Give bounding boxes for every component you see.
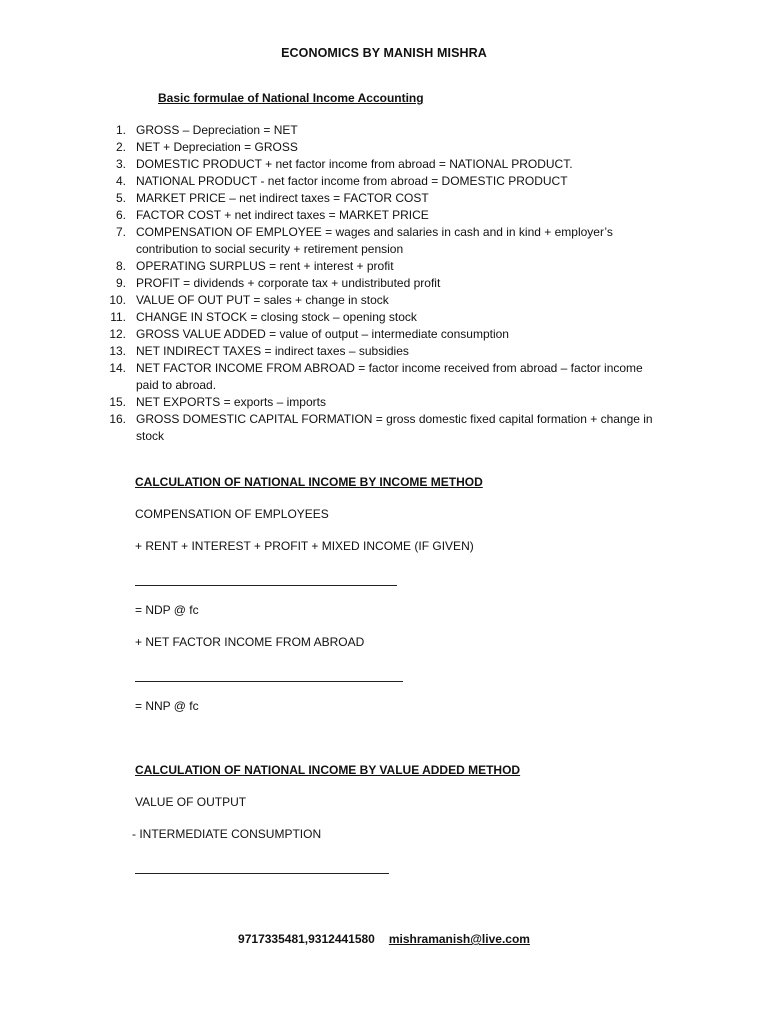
list-item-number: 8.	[115, 259, 126, 273]
list-item-text: GROSS DOMESTIC CAPITAL FORMATION = gross domestic fixed capital formation + change in stock	[136, 412, 653, 443]
footer-email-link[interactable]: mishramanish@live.com	[388, 932, 530, 946]
list-item-number: 7.	[115, 225, 126, 239]
income-method-line: = NNP @ fc	[135, 699, 199, 713]
list-item-number: 10.	[109, 293, 126, 307]
document-title: ECONOMICS BY MANISH MISHRA	[281, 46, 487, 60]
income-method-line: = NDP @ fc	[135, 603, 199, 617]
divider	[135, 681, 403, 682]
list-item-text: MARKET PRICE – net indirect taxes = FACTOR COST	[136, 191, 429, 205]
list-item	[104, 309, 664, 326]
list-item	[104, 258, 664, 275]
income-method-line: COMPENSATION OF EMPLOYEES	[135, 507, 329, 521]
list-item-text: VALUE OF OUT PUT = sales + change in stock	[136, 293, 389, 307]
list-item-text: NET EXPORTS = exports – imports	[136, 395, 326, 409]
list-item-text: CHANGE IN STOCK = closing stock – opening stock	[136, 310, 417, 324]
footer-contact	[0, 932, 768, 946]
list-item	[104, 343, 664, 360]
value-added-line: VALUE OF OUTPUT	[135, 795, 247, 809]
footer-phones: 9717335481,9312441580	[238, 932, 375, 946]
list-item	[104, 156, 664, 173]
list-item-text: OPERATING SURPLUS = rent + interest + profit	[136, 259, 394, 273]
list-item-text: GROSS VALUE ADDED = value of output – intermediate consumption	[136, 327, 509, 341]
list-item-text: PROFIT = dividends + corporate tax + undistributed profit	[136, 276, 441, 290]
list-item-text: NET INDIRECT TAXES = indirect taxes – subsidies	[136, 344, 409, 358]
list-item-number: 11.	[110, 310, 126, 324]
list-item-number: 6.	[115, 208, 126, 222]
list-item	[104, 207, 664, 224]
list-item	[104, 173, 664, 190]
list-item	[104, 326, 664, 343]
list-item-text: COMPENSATION OF EMPLOYEE = wages and salaries in cash and in kind + employer’s contribution to social security + retirement pension	[136, 225, 613, 256]
income-method-heading: CALCULATION OF NATIONAL INCOME BY INCOME METHOD	[135, 475, 483, 489]
list-item-number: 9.	[115, 276, 126, 290]
list-item	[104, 190, 664, 207]
list-item-number: 5.	[115, 191, 126, 205]
list-item	[104, 224, 664, 258]
list-item-number: 2.	[115, 140, 126, 154]
list-item-number: 12.	[109, 327, 126, 341]
value-added-line: - INTERMEDIATE CONSUMPTION	[132, 827, 322, 841]
list-item-number: 14.	[109, 361, 126, 375]
list-item-number: 15.	[109, 395, 126, 409]
income-method-line: + RENT + INTEREST + PROFIT + MIXED INCOME (IF GIVEN)	[135, 539, 474, 553]
list-item-number: 3.	[115, 157, 126, 171]
list-item	[104, 275, 664, 292]
list-item-text: NET + Depreciation = GROSS	[136, 140, 298, 154]
list-item	[104, 139, 664, 156]
list-item	[104, 292, 664, 309]
income-method-line: + NET FACTOR INCOME FROM ABROAD	[135, 635, 365, 649]
formula-list	[104, 122, 664, 445]
list-item	[104, 360, 664, 394]
list-item-text: FACTOR COST + net indirect taxes = MARKET PRICE	[136, 208, 429, 222]
list-item-number: 4.	[115, 174, 126, 188]
list-item-text: GROSS – Depreciation = NET	[136, 123, 298, 137]
list-item	[104, 411, 664, 445]
list-item-text: NATIONAL PRODUCT - net factor income from abroad = DOMESTIC PRODUCT	[136, 174, 568, 188]
list-item-text: NET FACTOR INCOME FROM ABROAD = factor income received from abroad – factor income paid to abroad.	[136, 361, 643, 392]
list-item-number: 16.	[109, 412, 126, 426]
divider	[135, 585, 397, 586]
list-item	[104, 394, 664, 411]
list-item-number: 13.	[109, 344, 126, 358]
list-item-number: 1.	[115, 123, 126, 137]
list-item-text: DOMESTIC PRODUCT + net factor income from abroad = NATIONAL PRODUCT.	[136, 157, 573, 171]
document-subtitle: Basic formulae of National Income Accounting	[158, 91, 424, 105]
value-added-heading: CALCULATION OF NATIONAL INCOME BY VALUE ADDED METHOD	[135, 763, 521, 777]
divider	[135, 873, 389, 874]
list-item	[104, 122, 664, 139]
